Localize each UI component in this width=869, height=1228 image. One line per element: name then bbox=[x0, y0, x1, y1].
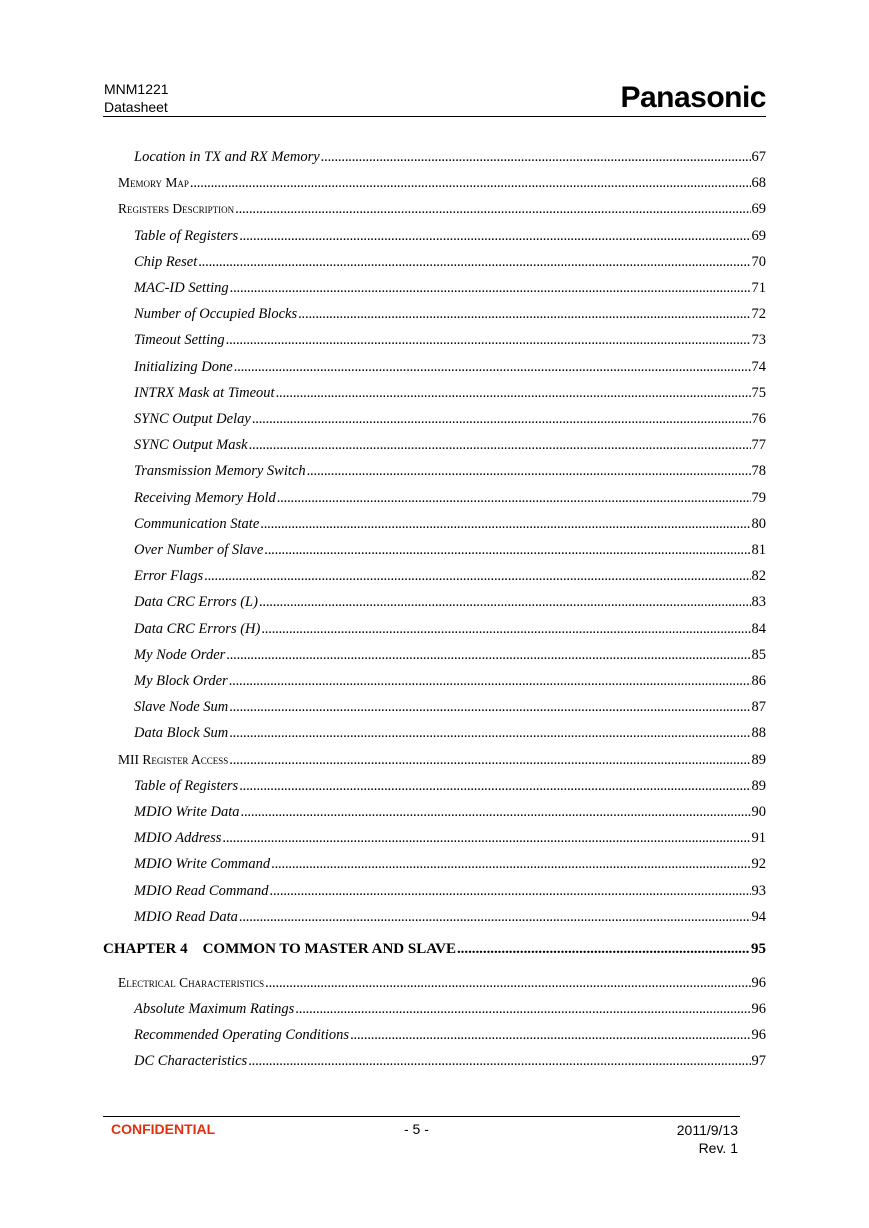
toc-entry[interactable] bbox=[103, 593, 766, 611]
toc-entry-title: Registers Description bbox=[118, 201, 235, 217]
toc-leader-dots bbox=[239, 777, 750, 795]
toc-entry[interactable] bbox=[103, 358, 766, 376]
toc-entry-page: 88 bbox=[751, 725, 766, 742]
toc-entry[interactable] bbox=[103, 253, 766, 271]
toc-entry[interactable] bbox=[103, 148, 766, 166]
toc-entry-page: 67 bbox=[751, 149, 766, 165]
toc-entry-page: 89 bbox=[751, 751, 766, 768]
toc-leader-dots bbox=[271, 855, 750, 873]
toc-entry-title: Communication State bbox=[134, 515, 260, 532]
toc-entry[interactable] bbox=[103, 489, 766, 507]
toc-leader-dots bbox=[264, 541, 750, 559]
toc-entry[interactable] bbox=[103, 1052, 766, 1070]
toc-entry[interactable] bbox=[103, 227, 766, 245]
toc-entry[interactable] bbox=[103, 462, 766, 480]
toc-entry-title: MII Register Access bbox=[118, 751, 229, 767]
toc-leader-dots bbox=[260, 515, 750, 533]
toc-entry[interactable] bbox=[103, 855, 766, 873]
toc-entry[interactable] bbox=[103, 698, 766, 716]
toc-entry-title: Absolute Maximum Ratings bbox=[134, 1001, 295, 1017]
toc-entry[interactable] bbox=[103, 331, 766, 349]
toc-entry-page: 68 bbox=[751, 175, 766, 192]
toc-entry-title: Table of Registers bbox=[134, 777, 239, 794]
toc-entry[interactable] bbox=[103, 672, 766, 690]
toc-entry-page: 84 bbox=[751, 620, 766, 637]
toc-entry-title: MDIO Address bbox=[134, 830, 222, 847]
toc-entry-title: Recommended Operating Conditions bbox=[134, 1027, 350, 1044]
toc-leader-dots bbox=[249, 436, 751, 454]
toc-entry-page: 92 bbox=[751, 856, 766, 873]
toc-entry-page: 91 bbox=[751, 830, 766, 847]
toc-leader-dots bbox=[265, 974, 750, 992]
confidential-label: CONFIDENTIAL bbox=[111, 1121, 216, 1137]
toc-leader-dots bbox=[457, 940, 750, 958]
toc-entry-title: INTRX Mask at Timeout bbox=[134, 384, 275, 401]
toc-entry-page: 73 bbox=[751, 332, 766, 349]
toc-entry[interactable] bbox=[103, 646, 766, 664]
footer-date: 2011/9/13 bbox=[676, 1122, 738, 1138]
toc-entry-page: 86 bbox=[751, 673, 766, 689]
toc-leader-dots bbox=[298, 305, 750, 323]
toc-entry-title: MDIO Read Command bbox=[134, 882, 269, 899]
toc-entry[interactable] bbox=[103, 724, 766, 742]
toc-entry-page: 95 bbox=[751, 940, 766, 957]
toc-entry-page: 76 bbox=[751, 411, 766, 427]
toc-entry[interactable] bbox=[103, 279, 766, 297]
toc-leader-dots bbox=[276, 384, 751, 402]
toc-entry-page: 97 bbox=[751, 1053, 766, 1070]
toc-leader-dots bbox=[307, 462, 751, 480]
toc-entry-page: 87 bbox=[751, 699, 766, 716]
toc-entry[interactable] bbox=[103, 174, 766, 192]
toc-leader-dots bbox=[239, 908, 751, 926]
toc-entry-title: Timeout Setting bbox=[134, 332, 225, 349]
toc-entry-title: Location in TX and RX Memory bbox=[134, 149, 320, 165]
toc-leader-dots bbox=[230, 279, 751, 297]
toc-entry-title: Data CRC Errors (H) bbox=[134, 620, 261, 637]
toc-entry-page: 81 bbox=[751, 542, 766, 558]
toc-leader-dots bbox=[295, 1000, 750, 1018]
toc-entry-page: 96 bbox=[751, 974, 766, 991]
toc-entry-title: SYNC Output Delay bbox=[134, 411, 251, 427]
toc-entry-title: My Node Order bbox=[134, 646, 226, 663]
toc-leader-dots bbox=[241, 803, 751, 821]
toc-entry-title: Initializing Done bbox=[134, 358, 233, 375]
footer-revision: Rev. 1 bbox=[698, 1140, 738, 1156]
toc-leader-dots bbox=[270, 882, 751, 900]
toc-entry-page: 83 bbox=[751, 594, 766, 611]
doc-id: MNM1221 bbox=[104, 81, 169, 97]
toc-entry[interactable] bbox=[103, 436, 766, 454]
toc-entry-title: Number of Occupied Blocks bbox=[134, 306, 298, 323]
toc-entry-page: 74 bbox=[751, 358, 766, 375]
toc-entry-title: Chip Reset bbox=[134, 253, 198, 270]
toc-entry-page: 70 bbox=[751, 253, 766, 270]
footer-divider bbox=[103, 1116, 740, 1117]
toc-entry-page: 75 bbox=[751, 384, 766, 401]
toc-entry[interactable] bbox=[103, 940, 766, 958]
toc-leader-dots bbox=[198, 253, 750, 271]
toc-leader-dots bbox=[229, 672, 751, 690]
toc-entry-page: 90 bbox=[751, 804, 766, 820]
toc-entry[interactable] bbox=[103, 384, 766, 402]
toc-leader-dots bbox=[321, 148, 751, 166]
toc-leader-dots bbox=[229, 724, 750, 742]
toc-leader-dots bbox=[222, 829, 750, 847]
toc-leader-dots bbox=[229, 698, 750, 716]
toc-entry-title: Memory Map bbox=[118, 175, 189, 191]
toc-entry-page: 96 bbox=[751, 1001, 766, 1017]
toc-entry[interactable] bbox=[103, 305, 766, 323]
toc-entry-title: MDIO Write Command bbox=[134, 856, 271, 873]
toc-entry-title: Over Number of Slave bbox=[134, 542, 264, 558]
toc-entry-page: 80 bbox=[751, 515, 766, 532]
panasonic-logo: Panasonic bbox=[620, 81, 766, 114]
toc-entry[interactable] bbox=[103, 751, 766, 769]
toc-entry-title: Electrical Characteristics bbox=[118, 974, 265, 990]
toc-entry-title: Data CRC Errors (L) bbox=[134, 594, 258, 611]
toc-leader-dots bbox=[234, 358, 751, 376]
toc-entry[interactable] bbox=[103, 515, 766, 533]
toc-leader-dots bbox=[261, 620, 750, 638]
toc-entry[interactable] bbox=[103, 541, 766, 559]
toc-entry-page: 72 bbox=[751, 306, 766, 323]
toc-entry-page: 82 bbox=[751, 568, 766, 585]
toc-leader-dots bbox=[259, 593, 751, 611]
toc-leader-dots bbox=[229, 751, 750, 769]
toc-entry[interactable] bbox=[103, 1026, 766, 1044]
toc-leader-dots bbox=[239, 227, 750, 245]
toc-entry-title: Transmission Memory Switch bbox=[134, 463, 306, 480]
toc-entry[interactable] bbox=[103, 777, 766, 795]
page-number: - 5 - bbox=[404, 1121, 429, 1137]
toc-entry-title: CHAPTER 4 COMMON TO MASTER AND SLAVE bbox=[103, 940, 456, 957]
toc-entry-title: Data Block Sum bbox=[134, 725, 229, 742]
toc-entry-page: 78 bbox=[751, 463, 766, 480]
toc-entry-page: 93 bbox=[751, 882, 766, 899]
toc-entry-page: 69 bbox=[751, 201, 766, 218]
header-divider bbox=[103, 116, 766, 117]
toc-entry-title: MDIO Write Data bbox=[134, 804, 240, 820]
toc-entry[interactable] bbox=[103, 908, 766, 926]
toc-entry-page: 89 bbox=[751, 777, 766, 794]
toc-entry-title: MDIO Read Data bbox=[134, 908, 238, 925]
toc-entry[interactable] bbox=[103, 974, 766, 992]
doc-type: Datasheet bbox=[104, 99, 168, 115]
toc-entry-title: Slave Node Sum bbox=[134, 699, 229, 716]
toc-entry-title: MAC-ID Setting bbox=[134, 280, 229, 296]
toc-leader-dots bbox=[235, 200, 750, 218]
toc-entry[interactable] bbox=[103, 803, 766, 821]
toc-entry[interactable] bbox=[103, 567, 766, 585]
toc-leader-dots bbox=[248, 1052, 750, 1070]
toc-leader-dots bbox=[350, 1026, 750, 1044]
toc-leader-dots bbox=[226, 331, 751, 349]
toc-entry-page: 77 bbox=[751, 437, 766, 454]
toc-entry-page: 69 bbox=[751, 227, 766, 244]
toc-entry[interactable] bbox=[103, 829, 766, 847]
toc-leader-dots bbox=[277, 489, 751, 507]
toc-entry-title: My Block Order bbox=[134, 673, 228, 689]
footer-date-rev bbox=[677, 1121, 738, 1157]
toc-leader-dots bbox=[190, 174, 751, 192]
toc-entry-page: 94 bbox=[751, 908, 766, 925]
document-header bbox=[104, 80, 169, 116]
toc-entry[interactable] bbox=[103, 200, 766, 218]
toc-entry[interactable] bbox=[103, 410, 766, 428]
toc-entry-title: SYNC Output Mask bbox=[134, 437, 248, 454]
toc-entry[interactable] bbox=[103, 620, 766, 638]
toc-entry-page: 79 bbox=[751, 489, 766, 506]
toc-entry-page: 96 bbox=[751, 1027, 766, 1044]
toc-entry[interactable] bbox=[103, 882, 766, 900]
toc-entry[interactable] bbox=[103, 1000, 766, 1018]
toc-leader-dots bbox=[204, 567, 750, 585]
toc-entry-title: Table of Registers bbox=[134, 227, 239, 244]
toc-entry-title: Receiving Memory Hold bbox=[134, 489, 276, 506]
toc-leader-dots bbox=[252, 410, 751, 428]
toc-leader-dots bbox=[226, 646, 750, 664]
toc-entry-page: 71 bbox=[751, 280, 766, 296]
toc-entry-title: DC Characteristics bbox=[134, 1053, 248, 1070]
toc-entry-title: Error Flags bbox=[134, 568, 204, 585]
toc-entry-page: 85 bbox=[751, 646, 766, 663]
